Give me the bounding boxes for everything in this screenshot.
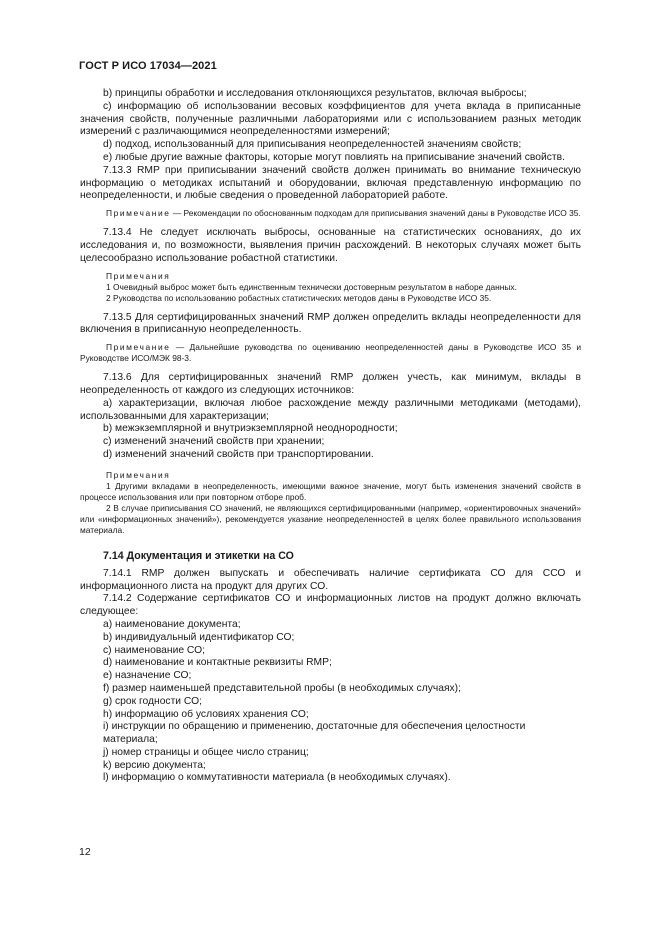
note-item: 2 Руководства по использованию робастных статистических методов даны в Руководстве ИСО 35.	[106, 292, 492, 303]
list-item: b) индивидуальный идентификатор СО;	[103, 631, 295, 643]
note-item: 1 Другими вкладами в неопределенность, имеющими важное значение, могут быть изменения значений свойств в процессе использования или при повторном отборе проб.	[80, 480, 581, 502]
note-text: — Рекомендации по обоснованным подходам для приписывания значений даны в Руководстве ИСО 35.	[172, 208, 581, 219]
list-item: j) номер страницы и общее число страниц;	[103, 746, 309, 758]
list-item: d) наименование и контактные реквизиты RMP;	[103, 657, 332, 669]
notes-label: Примечания	[106, 270, 171, 281]
list-item: e) назначение СО;	[103, 670, 192, 682]
paragraph-7-13-4: 7.13.4 Не следует исключать выбросы, основанные на статистических основаниях, до их исследования и, по возможности, выявления причин расхождений. В некоторых случаях может быть целесообразно использование робастной статистики.	[80, 227, 581, 264]
note-label: Примечание	[106, 342, 171, 353]
list-item: g) срок годности СО;	[103, 695, 202, 707]
note-item: 2 В случае приписывания СО значений, не являющихся сертифицированными (например, «ориентировочных значений» или «информационных значений»), рекомендуется указание неопределенностей в целях более правильного использования материала.	[80, 502, 581, 535]
list-item: d) подход, использованный для приписывания неопределенностей значениям свойств;	[103, 139, 522, 151]
list-item: f) размер наименьшей представительной пробы (в необходимых случаях);	[103, 682, 461, 694]
list-item: l) информацию о коммутативности материала (в необходимых случаях).	[103, 772, 451, 784]
list-item: d) изменений значений свойств при транспортировании.	[103, 448, 374, 460]
list-item: c) наименование СО;	[103, 644, 206, 656]
list-item: i) инструкции по обращению и применению, достаточные для обеспечения целостности материала;	[103, 721, 526, 746]
note-label: Примечание	[106, 208, 171, 219]
list-item: a) характеризации, включая любое расхождение между различными методиками (методами), использованными для характеризации;	[80, 397, 581, 422]
list-item: e) любые другие важные факторы, которые могут повлиять на приписывание значений свойств.	[103, 151, 565, 163]
section-title: 7.14 Документация и этикетки на СО	[103, 549, 294, 562]
list-item: b) межэкземплярной и внутриэкземплярной неоднородности;	[103, 423, 398, 435]
paragraph-7-14-2: 7.14.2 Содержание сертификатов СО и информационных листов на продукт должно включать следующее:	[80, 593, 581, 618]
list-item: h) информацию об условиях хранения СО;	[103, 708, 309, 720]
paragraph-7-13-6: 7.13.6 Для сертифицированных значений RMP должен учесть, как минимум, вклады в неопределенность от каждого из следующих источников:	[80, 372, 581, 396]
paragraph-7-13-3: 7.13.3 RMP при приписывании значений свойств должен принимать во внимание техническую информацию о методиках испытаний и оборудовании, включая представленную информацию по неопределенности, и любые сведения о проведенной лабораторией работе.	[80, 164, 581, 202]
paragraph-7-14-1: 7.14.1 RMP должен выпускать и обеспечивать наличие сертификата СО для ССО и информационного листа на продукт для других СО.	[80, 567, 581, 592]
paragraph-7-13-5: 7.13.5 Для сертифицированных значений RMP должен определить вклады неопределенности для включения в приписанную неопределенность.	[80, 311, 581, 336]
list-item: c) информацию об использовании весовых коэффициентов для учета вклада в приписанные значения свойств, полученные различными лабораториями или с использованием разных методик измерений с различающимися неопределенностями измерений;	[80, 100, 581, 138]
document-header: ГОСТ Р ИСО 17034—2021	[79, 60, 217, 72]
list-item: k) версию документа;	[103, 759, 206, 771]
list-item: c) изменений значений свойств при хранении;	[103, 436, 325, 448]
list-item: a) наименование документа;	[103, 618, 241, 630]
note	[80, 208, 581, 219]
note-item: 1 Очевидный выброс может быть единственным технически достоверным результатом в наборе данных.	[106, 281, 517, 292]
page-content	[80, 88, 581, 785]
note	[80, 342, 581, 364]
note-text: — Дальнейшие руководства по оцениванию неопределенностей даны в Руководстве ИСО 35 и Руководстве ИСО/МЭК 98-3.	[80, 342, 581, 364]
list-item: b) принципы обработки и исследования отклоняющихся результатов, включая выбросы;	[103, 88, 527, 99]
page-number: 12	[79, 846, 91, 858]
notes-label: Примечания	[106, 469, 171, 480]
